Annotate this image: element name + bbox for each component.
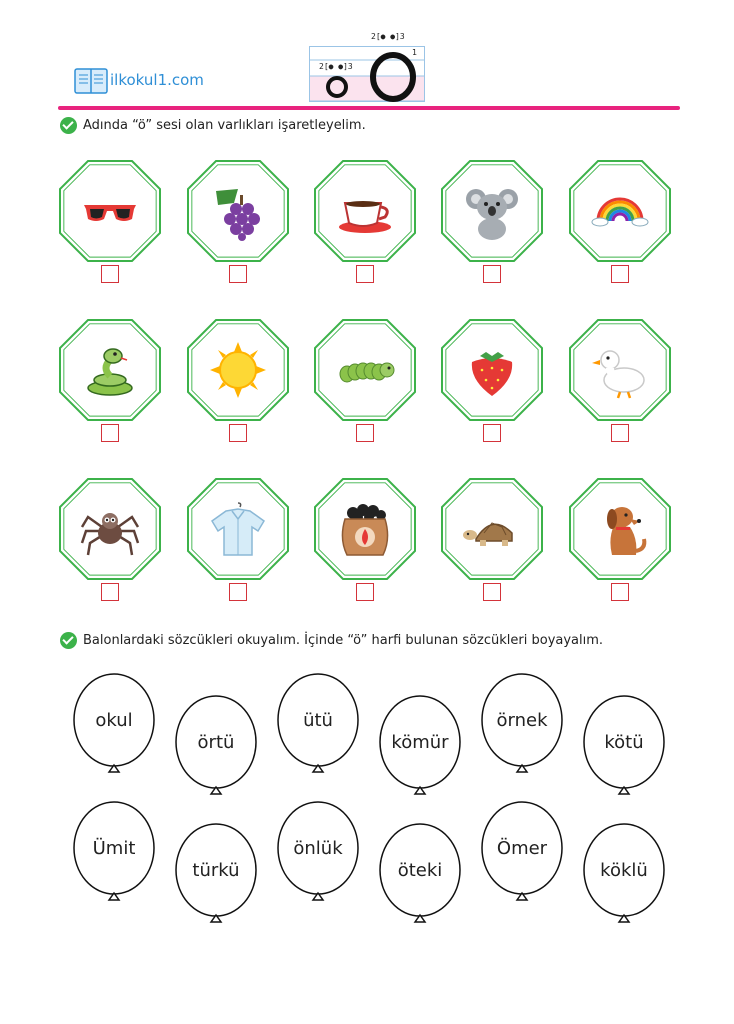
instruction-2-text: Balonlardaki sözcükleri okuyalım. İçinde “ö” harfi bulunan sözcükleri boyayalım.	[83, 633, 604, 648]
header-divider	[58, 106, 680, 110]
rainbow-icon	[590, 181, 650, 241]
answer-checkbox[interactable]	[229, 265, 247, 283]
strawberry-icon	[462, 340, 522, 400]
picture-card	[58, 477, 162, 581]
picture-card	[568, 477, 672, 581]
balloon-word: Ömer	[496, 837, 548, 859]
answer-checkbox[interactable]	[611, 583, 629, 601]
word-balloon[interactable]	[72, 800, 156, 912]
answer-checkbox[interactable]	[101, 265, 119, 283]
picture-card	[313, 159, 417, 263]
word-balloon[interactable]	[378, 694, 462, 806]
word-balloon[interactable]	[480, 672, 564, 784]
letter-guide-lines	[309, 46, 425, 102]
stroke-label-small: 2[● ●]3	[319, 62, 353, 71]
picture-card	[58, 159, 162, 263]
picture-card	[568, 159, 672, 263]
answer-checkbox[interactable]	[356, 424, 374, 442]
picture-card	[440, 318, 544, 422]
balloon-word: önlük	[293, 837, 343, 859]
instruction-2	[60, 632, 603, 649]
picture-card	[186, 477, 290, 581]
answer-checkbox[interactable]	[611, 424, 629, 442]
balloon-word: örtü	[197, 731, 235, 753]
koala-icon	[462, 181, 522, 241]
word-balloon[interactable]	[480, 800, 564, 912]
answer-checkbox[interactable]	[229, 583, 247, 601]
word-balloon[interactable]	[582, 822, 666, 934]
answer-checkbox[interactable]	[483, 424, 501, 442]
picture-card	[58, 318, 162, 422]
dog-icon	[590, 499, 650, 559]
answer-checkbox[interactable]	[101, 424, 119, 442]
word-balloon[interactable]	[72, 672, 156, 784]
word-balloon[interactable]	[276, 672, 360, 784]
balloon-word: köklü	[600, 859, 648, 881]
answer-checkbox[interactable]	[229, 424, 247, 442]
letter-writing-guide	[309, 32, 425, 102]
word-balloon[interactable]	[174, 822, 258, 934]
picture-card	[313, 318, 417, 422]
picture-card	[568, 318, 672, 422]
answer-checkbox[interactable]	[356, 265, 374, 283]
sunglasses-icon	[80, 181, 140, 241]
answer-checkbox[interactable]	[483, 583, 501, 601]
book-logo-icon	[74, 66, 108, 96]
balloon-word: kötü	[604, 731, 644, 753]
answer-checkbox[interactable]	[611, 265, 629, 283]
instruction-1	[60, 117, 366, 134]
spider-icon	[80, 499, 140, 559]
word-balloon[interactable]	[582, 694, 666, 806]
answer-checkbox[interactable]	[483, 265, 501, 283]
check-icon	[60, 117, 77, 134]
word-balloon[interactable]	[174, 694, 258, 806]
word-balloon[interactable]	[378, 822, 462, 934]
picture-card	[186, 318, 290, 422]
shirt-icon	[208, 499, 268, 559]
balloon-word: ütü	[303, 709, 333, 731]
balloon-word: örnek	[496, 709, 548, 731]
word-balloon[interactable]	[276, 800, 360, 912]
balloon-word: türkü	[192, 859, 240, 881]
answer-checkbox[interactable]	[101, 583, 119, 601]
instruction-1-text: Adında “ö” sesi olan varlıkları işaretleyelim.	[83, 118, 366, 133]
picture-card	[186, 159, 290, 263]
site-logo	[74, 64, 214, 98]
answer-checkbox[interactable]	[356, 583, 374, 601]
stroke-label-large: 2[● ●]3	[371, 32, 405, 41]
teacup-icon	[335, 181, 395, 241]
duck-icon	[590, 340, 650, 400]
balloon-word: öteki	[397, 859, 443, 881]
balloon-word: kömür	[391, 731, 449, 753]
coal-sack-icon	[335, 499, 395, 559]
balloon-word: okul	[95, 709, 133, 731]
caterpillar-icon	[335, 340, 395, 400]
picture-card	[440, 477, 544, 581]
turtle-icon	[462, 499, 522, 559]
sun-icon	[208, 340, 268, 400]
grapes-icon	[208, 181, 268, 241]
balloon-word: Ümit	[92, 837, 136, 859]
logo-text: ilkokul1.com	[110, 71, 204, 89]
snake-icon	[80, 340, 140, 400]
picture-card	[313, 477, 417, 581]
picture-card	[440, 159, 544, 263]
stroke-number: 1	[412, 48, 418, 57]
check-icon	[60, 632, 77, 649]
